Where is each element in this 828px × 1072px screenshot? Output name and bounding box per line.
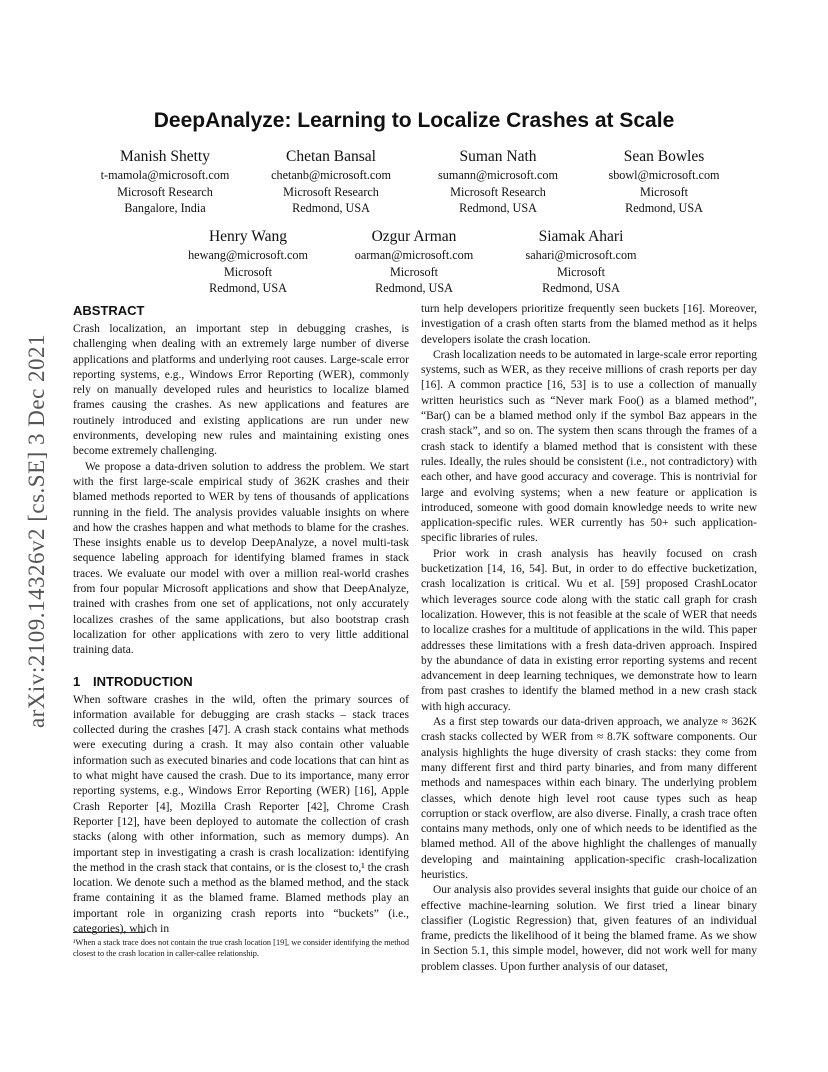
author-block [319,227,509,297]
footnote: ¹When a stack trace does not contain the true crash location [19], we consider identifying the method closest to the crash location in caller-callee relationship. [73,938,409,958]
author-org: Microsoft Research [117,184,213,199]
footnote-rule [73,932,145,933]
author-email: sumann@microsoft.com [438,168,558,182]
author-block [569,147,759,217]
author-name: Siamak Ahari [538,228,624,245]
author-block [486,227,676,297]
left-column [73,302,409,937]
body-paragraph: As a first step towards our data-driven approach, we analyze ≈ 362K crash stacks collected by WER from ≈ 8.7K software components. Our analysis highlights the huge diversity of crash stacks: they come from many different first and third party binaries, and from many different methods and namespaces within each binary. The underlying problem classes, which denote high level root cause types such as heap corruption or stack overflow, are also diverse. Finally, a crash trace often contains many methods, only one of which needs to be identified as the blamed method. All of the above highlight the challenges of manually developing and maintaining application-specific crash-localization heuristics. [421,716,757,881]
author-org: Microsoft [639,184,689,199]
author-location: Redmond, USA [209,281,287,295]
paper-title: DeepAnalyze: Learning to Localize Crashes at Scale [153,109,675,132]
abstract-paragraph: We propose a data-driven solution to address the problem. We start with the first large-scale empirical study of 362K crashes and their blamed methods reported to WER by tens of thousands of applications running in the field. The analysis provides valuable insights on where and how the crashes happen and what methods to blame for the crashes. These insights enable us to develop DeepAnalyze, a novel multi-task sequence labeling approach for identifying blamed frames in stack traces. We evaluate our model with over a million real-world crashes from four popular Microsoft applications and show that DeepAnalyze, trained with crashes from one set of applications, not only accurately localizes crashes of the same applications, but also bootstrap crash localization for other applications with zero to very little additional training data. [73,460,409,657]
author-org: Microsoft [223,264,273,279]
author-block [70,147,260,217]
author-org: Microsoft Research [283,184,379,199]
author-org: Microsoft [389,264,439,279]
author-location: Redmond, USA [459,201,537,215]
author-block [403,147,593,217]
author-name: Sean Bowles [623,148,705,165]
arxiv-stamp [22,296,52,766]
author-org: Microsoft [556,264,606,279]
author-email: hewang@microsoft.com [188,248,308,262]
body-paragraph: Crash localization needs to be automated in large-scale error reporting systems, such as WER, as they receive millions of crash reports per day [16]. A common practice [16, 53] is to use a collection of manually written heuristics such as “Never mark Foo() as a blamed method”, “Bar() can be a blamed method only if the symbol Baz appears in the crash stack”, and so on. The system then scans through the frames of a crash stack to identify a blamed method that is consistent with these rules. Ideally, the rules should be consistent (i.e., not contradictory) with each other, and have good accuracy and coverage. This is nontrivial for large and evolving systems; when a new feature or application is introduced, someone with good domain knowledge needs to write new application-specific rules. WER currently has 50+ such application-specific libraries of rules. [421,348,757,545]
author-location: Redmond, USA [375,281,453,295]
author-email: t-mamola@microsoft.com [100,168,230,182]
intro-paragraph: When software crashes in the wild, often the primary sources of information available for debugging are crash stacks – stack traces collected during the crashes [47]. A crash stack contains what methods were executing during a crash. It may also contain other valuable information such as executed binaries and code locations that can hint as to what might have caused the crash. Due to its importance, many error reporting systems, e.g., Windows Error Reporting (WER) [16], Apple Crash Reporter [4], Mozilla Crash Reporter [42], Chrome Crash Reporter [12], have been deployed to automate the collection of crash stacks (along with other information, such as memory dumps). An important step in investigating a crash is crash localization: identifying the method in the crash stack that contains, or is the closest to,¹ the crash location. We denote such a method as the blamed method, and the stack frame containing it as the blamed frame. Blamed methods play an important role in organizing crash reports into “buckets” (i.e., categories), which in [73,693,409,935]
author-email: sbowl@microsoft.com [608,168,720,182]
author-email: sahari@microsoft.com [525,248,637,262]
abstract-paragraph: Crash localization, an important step in debugging crashes, is challenging when dealing with an extremely large number of diverse applications and platforms and underlying root causes. Large-scale error reporting systems, e.g., Windows Error Reporting (WER), commonly rely on manually developed rules and heuristics to localize blamed frames causing the crashes. As new applications and features are routinely introduced and existing applications are run under new environments, developing new rules and maintaining existing ones become extremely challenging. [73,323,409,458]
author-block [236,147,426,217]
author-block [153,227,343,297]
body-paragraph: Our analysis also provides several insights that guide our choice of an effective machine-learning solution. We first tried a linear binary classifier (Logistic Regression) that, given features of an individual frame, predicts the likelihood of it being the blamed frame. As we show in Section 5.1, this simple model, however, did not work well for many problem classes. Upon further analysis of our dataset, [421,884,757,973]
abstract-heading: ABSTRACT [73,303,145,318]
author-location: Redmond, USA [292,201,370,215]
right-column [421,302,757,975]
arxiv-id: arXiv:2109.14326v2 [cs.SE] 3 Dec 2021 [24,333,49,729]
body-paragraph: turn help developers prioritize frequently seen buckets [16]. Moreover, investigation of a crash often starts from the blamed method as it helps developers isolate the crash location. [421,303,757,346]
author-location: Redmond, USA [625,201,703,215]
section-heading [73,673,409,690]
author-name: Suman Nath [459,148,537,165]
body-paragraph: Prior work in crash analysis has heavily focused on crash bucketization [14, 16, 54]. But, in order to do effective bucketization, crash localization is critical. Wu et al. [59] proposed CrashLocator which leverages source code along with the static call graph for crash localization. However, this is not feasible at the scale of WER that needs to localize crashes for a multitude of applications in the wild. This paper addresses these limitations with a fresh data-driven approach. Inspired by the abundance of data in existing error reporting systems and recent advancement in deep learning techniques, we demonstrate how to learn from past crashes to identify the blamed method in a new crash stack with high accuracy. [421,547,757,713]
author-location: Bangalore, India [124,201,206,215]
author-email: oarman@microsoft.com [354,248,474,262]
author-org: Microsoft Research [450,184,546,199]
author-name: Ozgur Arman [371,228,457,245]
author-email: chetanb@microsoft.com [271,168,391,182]
author-name: Chetan Bansal [286,148,376,165]
author-location: Redmond, USA [542,281,620,295]
author-name: Manish Shetty [120,148,210,165]
section-title: INTRODUCTION [93,673,193,689]
section-number: 1 [73,673,81,689]
author-name: Henry Wang [208,228,288,245]
